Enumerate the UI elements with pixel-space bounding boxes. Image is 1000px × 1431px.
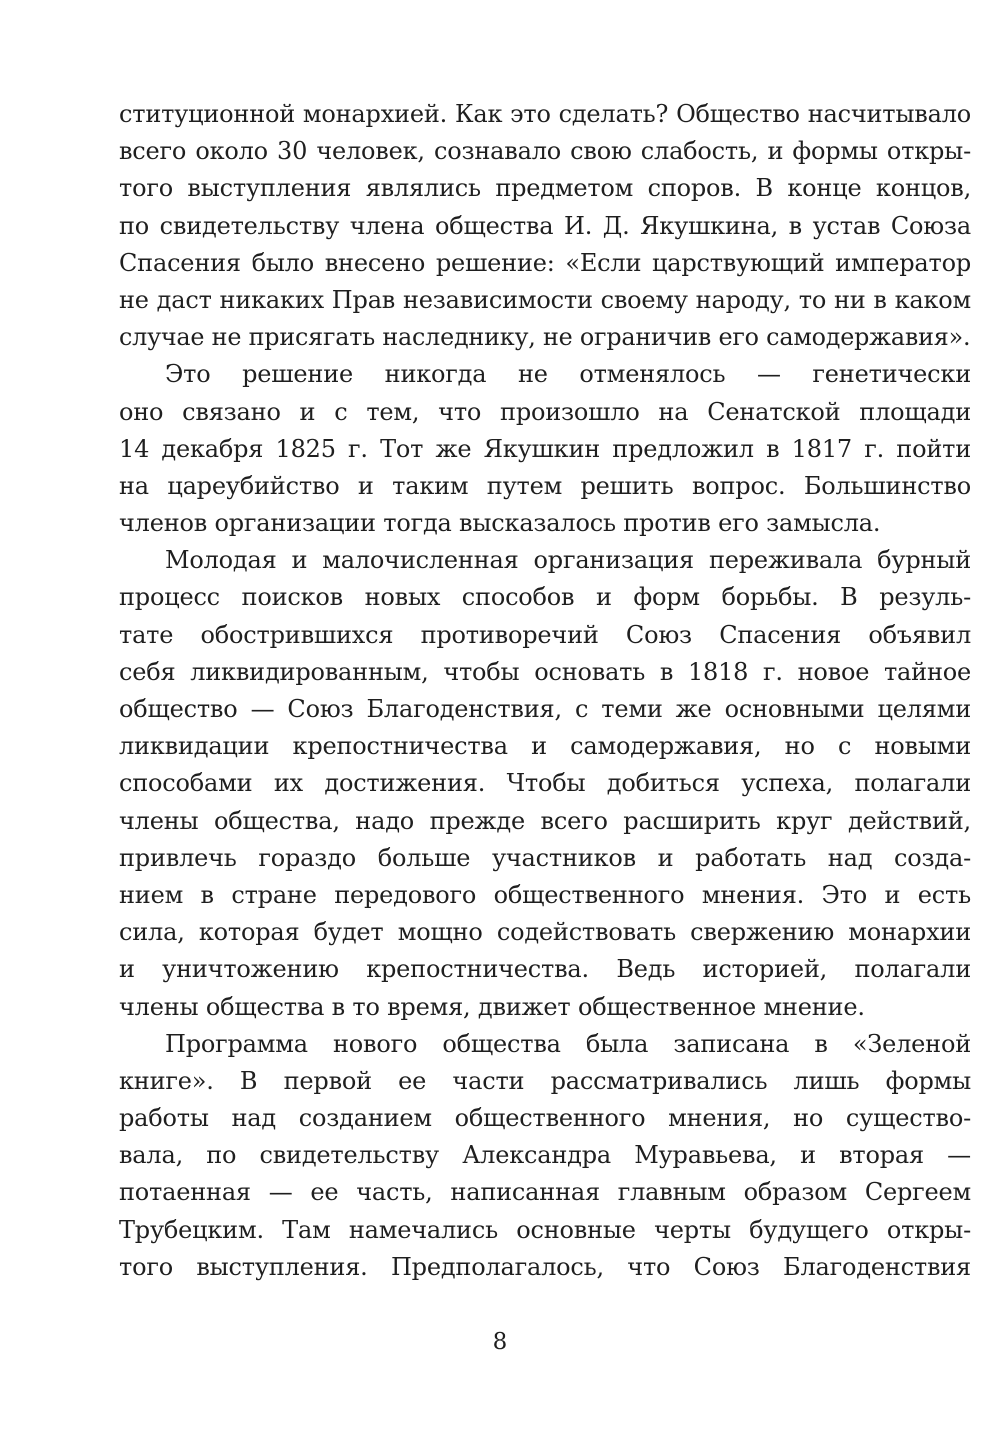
text-line: Это решение никогда не отменялось — генетически [165,360,971,389]
text-line: тате обострившихся противоречий Союз Спасения объявил [119,620,971,649]
text-line: члены общества, надо прежде всего расширить круг действий, [119,806,971,835]
text-line: Молодая и малочисленная организация переживала бурный [165,546,971,575]
text-line: членов организации тогда высказалось против его замысла. [119,509,881,538]
body-text [119,96,971,1286]
text-line: вала, по свидетельству Александра Муравьева, и вторая — [119,1141,971,1170]
text-line: и уничтожению крепостничества. Ведь историей, полагали [119,955,971,984]
text-line: сила, которая будет мощно содействовать свержению монархии [119,918,971,947]
text-line: не даст никаких Прав независимости своему народу, то ни в каком [119,285,971,314]
text-line: Программа нового общества была записана в «Зеленой [165,1029,971,1058]
text-line: ституционной монархией. Как это сделать? Общество насчитывало [119,100,971,128]
text-line: себя ликвидированным, чтобы основать в 1818 г. новое тайное [119,657,971,686]
text-line: ликвидации крепостничества и самодержавия, но с новыми [119,732,971,761]
page-number: 8 [492,1329,508,1355]
text-line: оно связано и с тем, что произошло на Сенатской площади [119,397,971,426]
text-line: по свидетельству члена общества И. Д. Якушкина, в устав Союза [119,211,971,240]
text-line: всего около 30 человек, сознавало свою слабость, и формы откры- [119,137,971,166]
text-line: случае не присягать наследнику, не ограничив его самодержавия». [119,323,971,352]
text-line: Трубецким. Там намечались основные черты будущего откры- [119,1215,971,1244]
text-line: Спасения было внесено решение: «Если царствующий император [119,248,971,277]
text-line: потаенная — ее часть, написанная главным образом Сергеем [119,1178,971,1207]
text-line: члены общества в то время, движет общественное мнение. [119,992,865,1021]
text-line: общество — Союз Благоденствия, с теми же основными целями [119,695,971,723]
text-line: того выступления. Предполагалось, что Союз Благоденствия [119,1252,971,1281]
text-line: на цареубийство и таким путем решить вопрос. Большинство [119,471,971,500]
text-line: привлечь гораздо больше участников и работать над созда- [119,843,971,872]
text-line: книге». В первой ее части рассматривались лишь формы [119,1066,971,1095]
text-line: процесс поисков новых способов и форм борьбы. В резуль- [119,583,971,612]
text-line: нием в стране передового общественного мнения. Это и есть [119,880,971,909]
text-line: работы над созданием общественного мнения, но существо- [119,1104,971,1133]
text-line: 14 декабря 1825 г. Тот же Якушкин предложил в 1817 г. пойти [119,434,971,463]
text-line: того выступления являлись предметом споров. В конце концов, [119,174,971,203]
text-line: способами их достижения. Чтобы добиться успеха, полагали [119,769,971,798]
